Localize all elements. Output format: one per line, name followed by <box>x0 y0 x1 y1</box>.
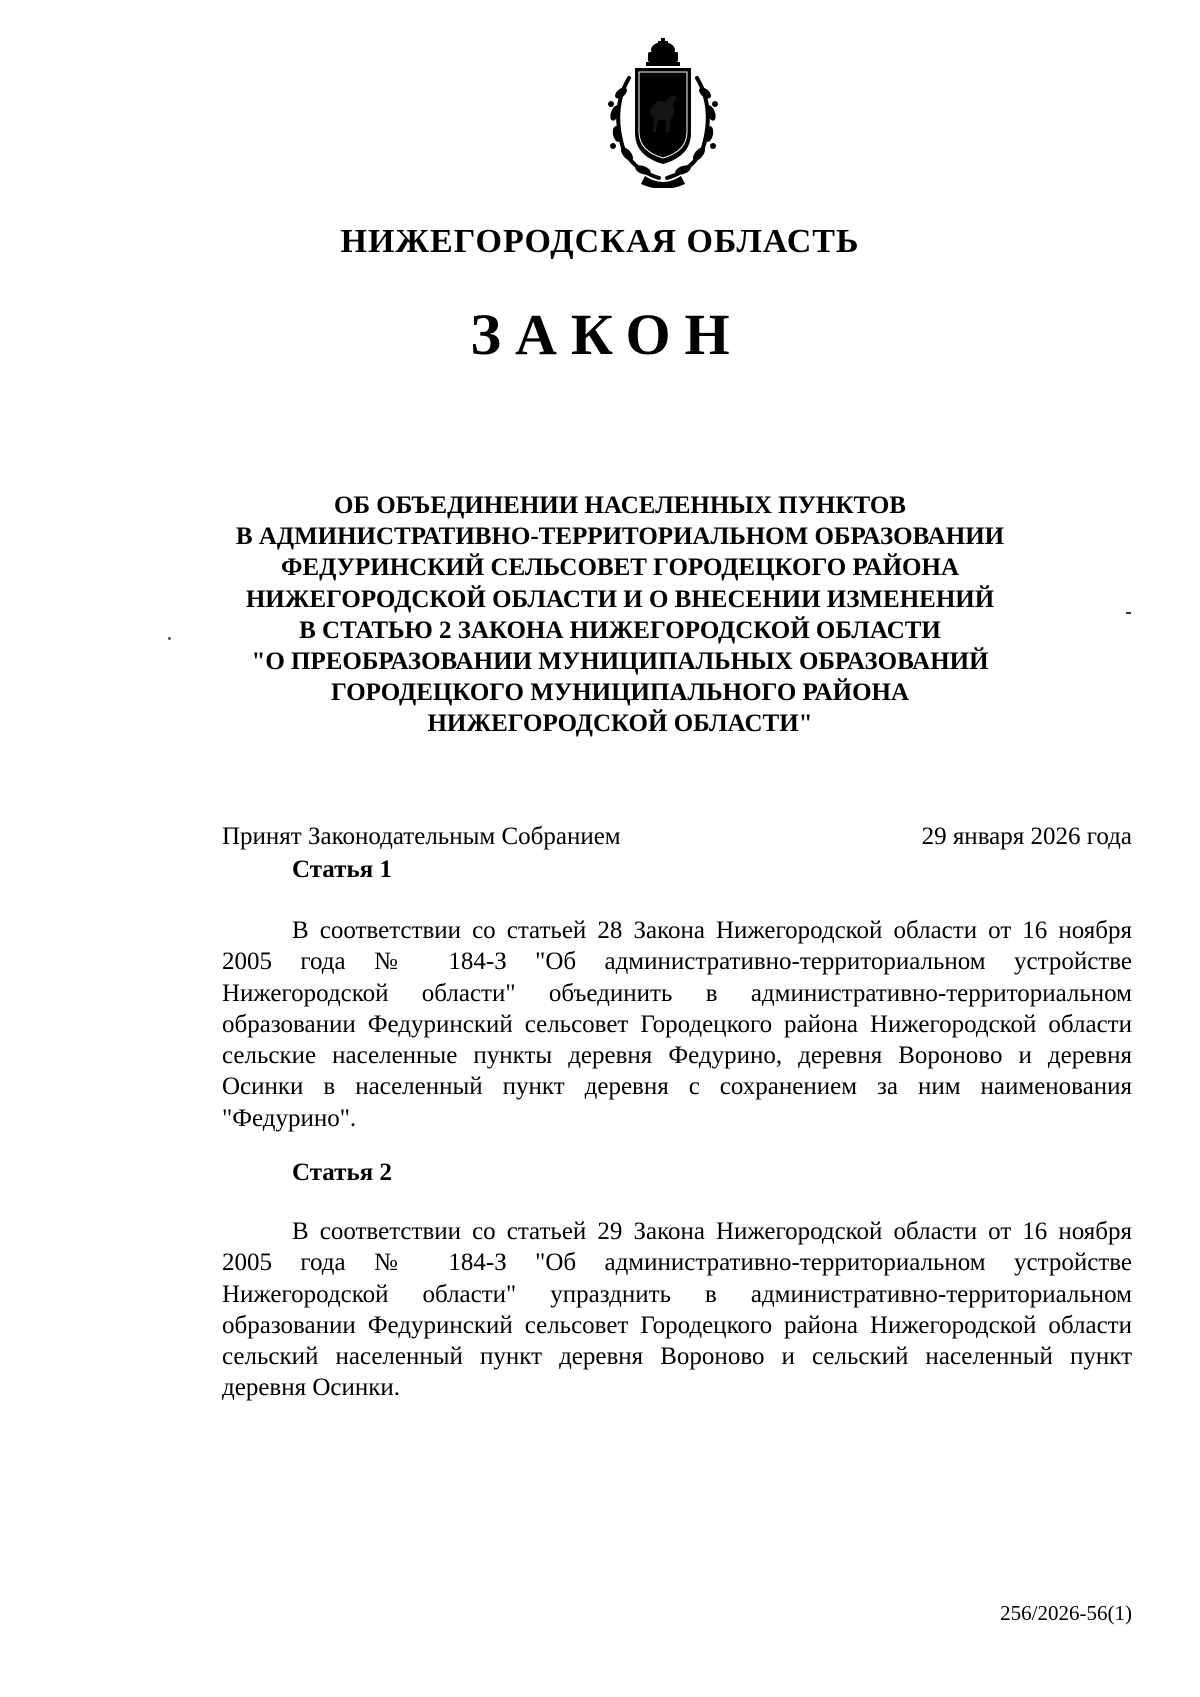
document-type: ЗАКОН <box>470 302 744 367</box>
law-title-line: В АДМИНИСТРАТИВНО-ТЕРРИТОРИАЛЬНОМ ОБРАЗОВАНИИ <box>235 523 1005 551</box>
law-title-line: НИЖЕГОРОДСКОЙ ОБЛАСТИ И О ВНЕСЕНИИ ИЗМЕНЕНИЙ <box>245 585 995 613</box>
article-2-heading: Статья 2 <box>292 1159 392 1186</box>
adoption-date: 29 января 2026 года <box>921 823 1132 850</box>
article-1-heading: Статья 1 <box>292 856 392 883</box>
article-1-text: В соответствии со статьей 28 Закона Нижегородской области от 16 ноября 2005 года № 184-З "Об административно-территориальном устройстве Нижегородской области" объединить в административно-территориальном образовании Федуринский сельсовет Городецкого района Нижегородской области сельские населенные пункты деревня Федурино, деревня Вороново и деревня Осинки в населенный пункт деревня с сохранением за ним наименования "Федурино". <box>222 917 1132 1132</box>
law-title-line: В СТАТЬЮ 2 ЗАКОНА НИЖЕГОРОДСКОЙ ОБЛАСТИ <box>299 616 941 644</box>
adoption-line <box>222 822 1132 852</box>
document-number: 256/2026-56(1) <box>1000 1601 1132 1625</box>
scan-artifact <box>168 637 171 640</box>
law-title-line: ФЕДУРИНСКИЙ СЕЛЬСОВЕТ ГОРОДЕЦКОГО РАЙОНА <box>280 554 959 582</box>
law-title <box>180 490 1060 740</box>
law-title-line: ОБ ОБЪЕДИНЕНИИ НАСЕЛЕННЫХ ПУНКТОВ <box>334 492 906 519</box>
coat-of-arms-icon <box>593 38 733 188</box>
law-title-line: "О ПРЕОБРАЗОВАНИИ МУНИЦИПАЛЬНЫХ ОБРАЗОВАНИЙ <box>251 648 989 676</box>
article-2-text: В соответствии со статьей 29 Закона Нижегородской области от 16 ноября 2005 года № 184-З "Об административно-территориальном устройстве Нижегородской области" упразднить в административно-территориальном образовании Федуринский сельсовет Городецкого района Нижегородской области сельский населенный пункт деревня Вороново и сельский населенный пункт деревня Осинки. <box>222 1218 1132 1402</box>
scan-artifact <box>1126 612 1131 614</box>
law-title-line: ГОРОДЕЦКОГО МУНИЦИПАЛЬНОГО РАЙОНА <box>330 679 910 707</box>
law-title-line: НИЖЕГОРОДСКОЙ ОБЛАСТИ" <box>427 710 813 738</box>
region-title: НИЖЕГОРОДСКАЯ ОБЛАСТЬ <box>340 223 860 260</box>
adoption-label: Принят Законодательным Собранием <box>222 823 621 850</box>
